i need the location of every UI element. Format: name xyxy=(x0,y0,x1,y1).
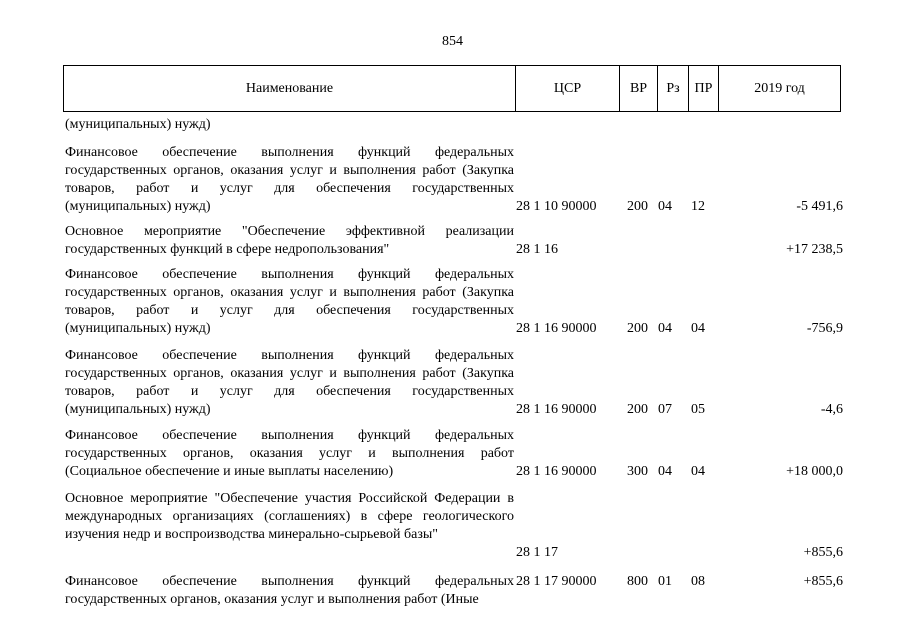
row-name: Основное мероприятие "Обеспечение участия Российской Федерации в международных организациях (соглашениях) в сфере геологического изучения недр и воспроизводства минерально-сырьевой базы" xyxy=(65,491,514,542)
row-csr: 28 1 16 90000 xyxy=(516,464,597,479)
row-vr: 200 xyxy=(627,321,648,336)
table-row xyxy=(0,347,905,419)
row-csr: 28 1 17 90000 xyxy=(516,574,597,589)
row-amount: +855,6 xyxy=(803,545,843,560)
header-vr: ВР xyxy=(619,66,657,111)
row-name: Финансовое обеспечение выполнения функций федеральных государственных органов, оказания услуг и выполнения работ (Закупка товаров, работ и услуг для обеспечения государственных (муниципальных) нужд) xyxy=(65,145,514,214)
row-csr: 28 1 16 xyxy=(516,242,558,257)
row-pr: 04 xyxy=(691,464,705,479)
row-amount: +17 238,5 xyxy=(786,242,843,257)
row-amount: -5 491,6 xyxy=(796,199,843,214)
row-vr: 200 xyxy=(627,402,648,417)
row-amount: +18 000,0 xyxy=(786,464,843,479)
row-csr: 28 1 16 90000 xyxy=(516,321,597,336)
row-amount: -4,6 xyxy=(820,402,843,417)
row-csr: 28 1 16 90000 xyxy=(516,402,597,417)
row-name: Основное мероприятие "Обеспечение эффективной реализации государственных функций в сфере недропользования" xyxy=(65,224,514,257)
row-vr: 300 xyxy=(627,464,648,479)
continuation-row xyxy=(0,116,905,134)
table-row xyxy=(0,223,905,259)
row-pr: 08 xyxy=(691,574,705,589)
header-rz: Рз xyxy=(657,66,688,111)
table-row xyxy=(0,490,905,562)
header-year: 2019 год xyxy=(718,66,840,111)
row-rz: 07 xyxy=(658,402,672,417)
row-vr: 200 xyxy=(627,199,648,214)
row-csr: 28 1 17 xyxy=(516,545,558,560)
row-name: Финансовое обеспечение выполнения функций федеральных государственных органов, оказания услуг и выполнения работ (Иные xyxy=(65,574,514,607)
table-row xyxy=(0,427,905,481)
row-csr: 28 1 10 90000 xyxy=(516,199,597,214)
table-row xyxy=(0,144,905,216)
continuation-text: (муниципальных) нужд) xyxy=(65,117,211,132)
row-amount: -756,9 xyxy=(806,321,843,336)
page-number: 854 xyxy=(442,34,463,49)
row-name: Финансовое обеспечение выполнения функций федеральных государственных органов, оказания услуг и выполнения работ (Закупка товаров, работ и услуг для обеспечения государственных (муниципальных) нужд) xyxy=(65,267,514,336)
table-row xyxy=(0,266,905,338)
row-name: Финансовое обеспечение выполнения функций федеральных государственных органов, оказания услуг и выполнения работ (Закупка товаров, работ и услуг для обеспечения государственных (муниципальных) нужд) xyxy=(65,348,514,417)
row-amount: +855,6 xyxy=(803,574,843,589)
row-vr: 800 xyxy=(627,574,648,589)
header-csr: ЦСР xyxy=(515,66,619,111)
header-name: Наименование xyxy=(245,80,334,96)
header-pr: ПР xyxy=(688,66,718,111)
row-rz: 01 xyxy=(658,574,672,589)
row-rz: 04 xyxy=(658,321,672,336)
row-rz: 04 xyxy=(658,464,672,479)
row-pr: 04 xyxy=(691,321,705,336)
table-row xyxy=(0,573,905,609)
row-rz: 04 xyxy=(658,199,672,214)
row-name: Финансовое обеспечение выполнения функций федеральных государственных органов, оказания услуг и выполнения работ (Социальное обеспечение и иные выплаты населению) xyxy=(65,428,514,479)
table-header xyxy=(63,65,841,112)
row-pr: 12 xyxy=(691,199,705,214)
row-pr: 05 xyxy=(691,402,705,417)
